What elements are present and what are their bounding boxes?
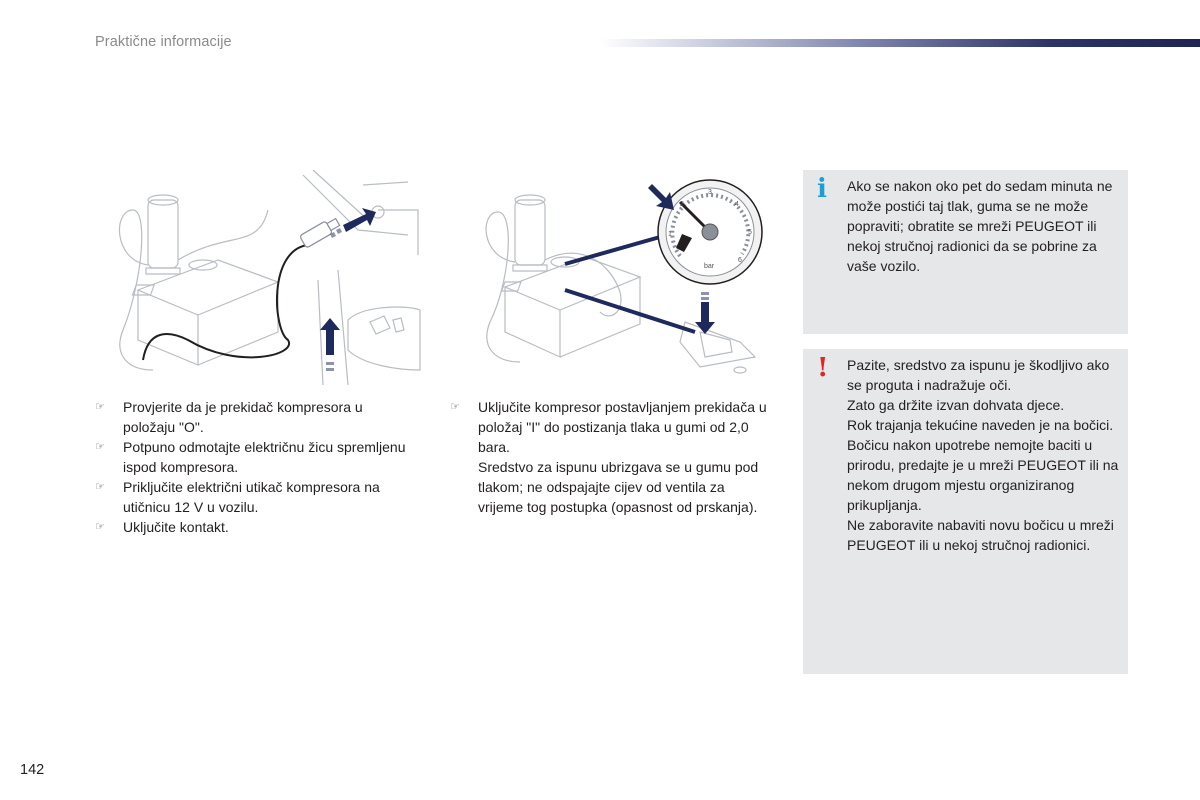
pressure-gauge bbox=[658, 180, 762, 284]
gauge-tick: 6 bbox=[738, 257, 742, 264]
warning-icon: ! bbox=[817, 353, 829, 383]
gauge-tick: 4 bbox=[735, 201, 739, 208]
warning-note-text: Pazite, sredstvo za ispunu je škodljivo ako se proguta i nadražuje oči. Zato ga držite izvan dohvata djece. Rok trajanja tekućine naveden je na bočici. Bočicu nakon upotrebe nemojte baciti u prirodu, predajte je u mreži PEUGEOT ili na nekom drugom mjestu organiziranog prikupljanja. Ne zaboravite nabaviti novu bočicu u mreži PEUGEOT ili u nekoj stručnoj radionici. bbox=[847, 357, 1119, 553]
step-text: Uključite kompresor postavljanjem prekidača u položaj "I" do postizanja tlaka u gumi od 2,0 bara. bbox=[478, 399, 767, 455]
list-item bbox=[450, 397, 770, 517]
page-number: 142 bbox=[20, 762, 45, 778]
gauge-tick: 3 bbox=[708, 189, 712, 196]
list-item bbox=[95, 517, 415, 537]
steps-list-left bbox=[95, 397, 415, 537]
info-note-text: Ako se nakon oko pet do sedam minuta ne može postići taj tlak, guma se ne može popraviti; obratite se mreži PEUGEOT ili nekoj stručnoj radionici da se pobrine za vaše vozilo. bbox=[847, 178, 1113, 274]
compressor-gauge-illustration bbox=[470, 172, 770, 382]
info-icon: i bbox=[817, 174, 827, 204]
step-text: Provjerite da je prekidač kompresora u položaju "O". bbox=[123, 399, 363, 435]
pointing-hand-icon: ☞ bbox=[95, 400, 105, 413]
info-note bbox=[803, 170, 1128, 334]
compressor-plug-illustration bbox=[108, 170, 423, 395]
gauge-unit: bar bbox=[704, 263, 715, 270]
section-title: Praktične informacije bbox=[95, 34, 232, 50]
list-item bbox=[95, 397, 415, 437]
pointing-hand-icon: ☞ bbox=[95, 520, 105, 533]
steps-list-middle bbox=[450, 397, 770, 517]
list-item bbox=[95, 477, 415, 517]
header-gradient-bar bbox=[600, 39, 1200, 47]
step-text: Uključite kontakt. bbox=[123, 519, 229, 535]
step-detail: Sredstvo za ispunu ubrizgava se u gumu pod tlakom; ne odspajajte cijev od ventila za vrijeme tog postupka (opasnost od prskanja). bbox=[478, 459, 759, 515]
warning-note bbox=[803, 349, 1128, 674]
gauge-tick: 5 bbox=[748, 229, 752, 236]
pointing-hand-icon: ☞ bbox=[95, 480, 105, 493]
step-text: Priključite električni utikač kompresora na utičnicu 12 V u vozilu. bbox=[123, 479, 380, 515]
pointing-hand-icon: ☞ bbox=[95, 440, 105, 453]
step-text: Potpuno odmotajte električnu žicu spremljenu ispod kompresora. bbox=[123, 439, 406, 475]
pointing-hand-icon: ☞ bbox=[450, 400, 460, 413]
gauge-tick: 1 bbox=[668, 231, 672, 238]
gauge-tick: 2 bbox=[680, 201, 684, 208]
list-item bbox=[95, 437, 415, 477]
